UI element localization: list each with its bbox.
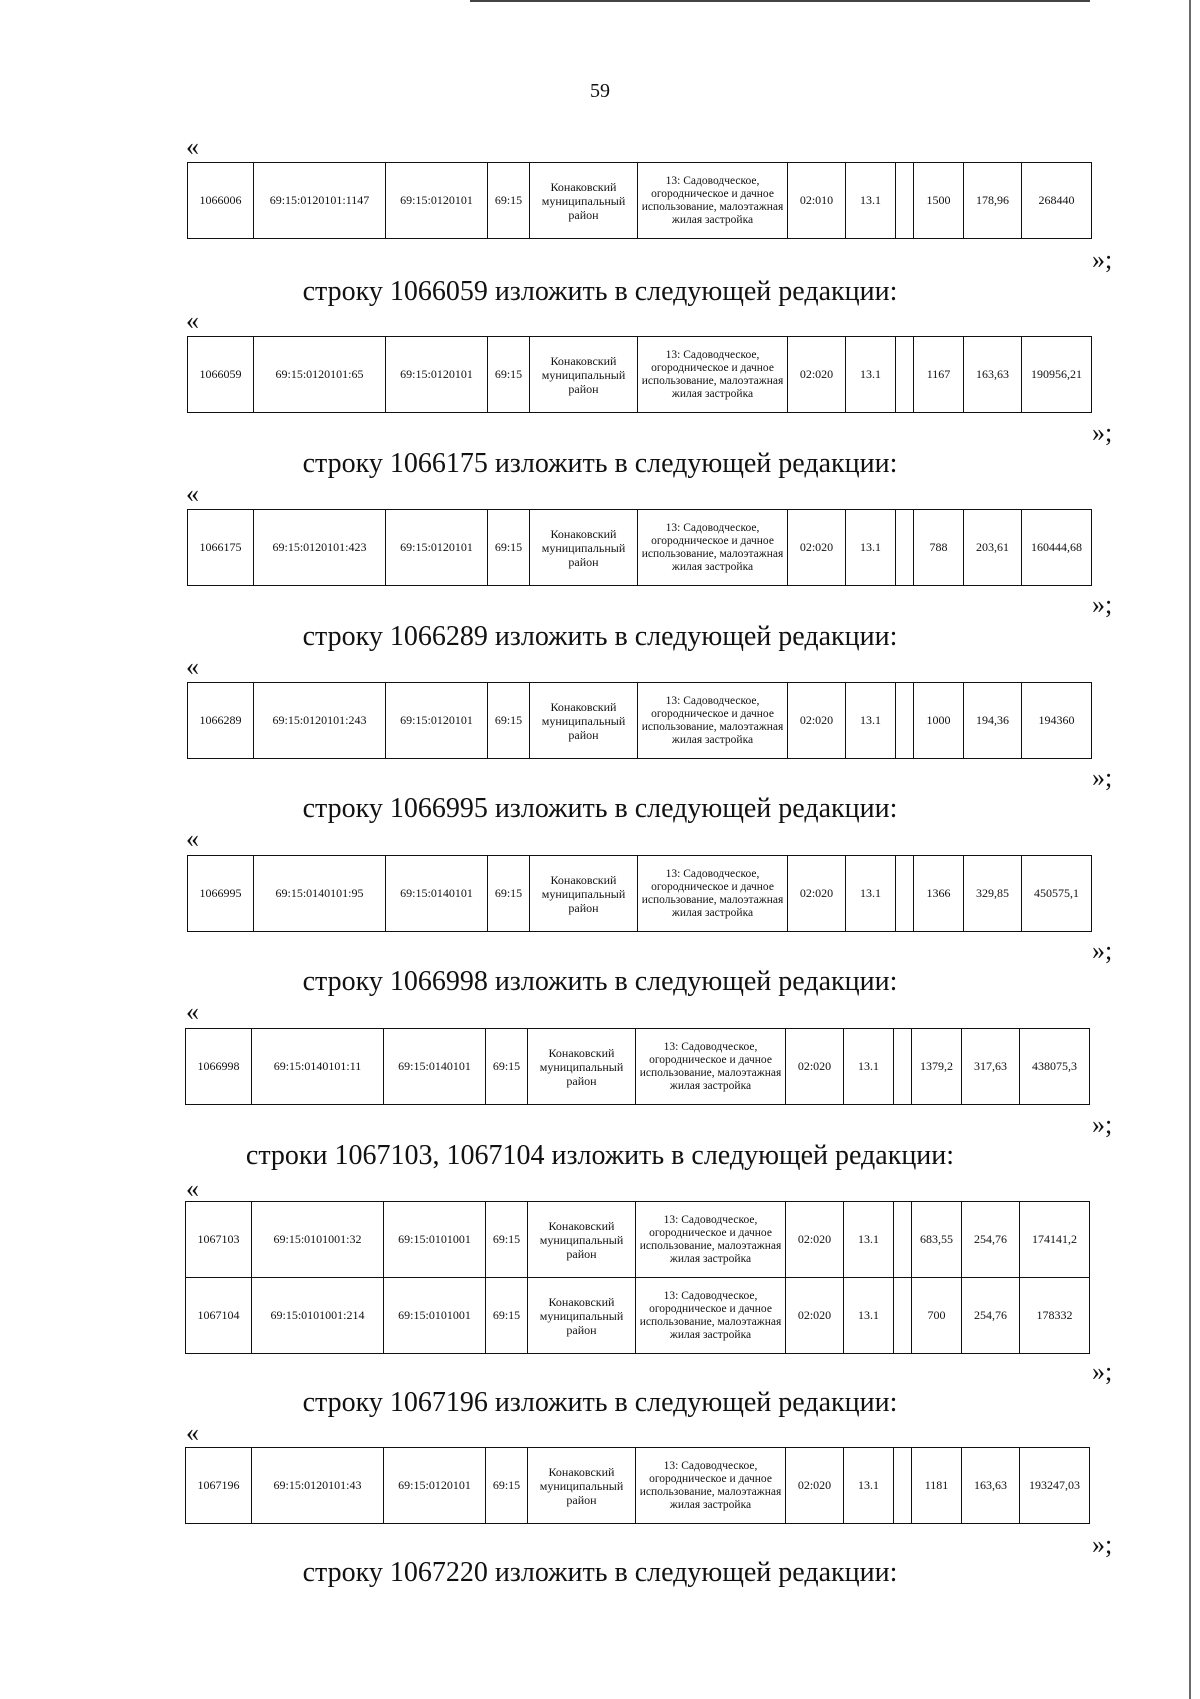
- municipality-cell: Конаковский муниципальный район: [530, 683, 638, 759]
- municipality-cell: Конаковский муниципальный район: [528, 1029, 636, 1105]
- cadastral-number-cell: 69:15:0101001:214: [252, 1278, 384, 1354]
- cadastral-district-cell: 69:15: [486, 1448, 528, 1524]
- row-id-cell: 1066289: [188, 683, 254, 759]
- code-cell: 02:020: [786, 1278, 844, 1354]
- section-heading: строку 1067196 изложить в следующей редакции:: [302, 1387, 898, 1418]
- municipality-cell: Конаковский муниципальный район: [528, 1448, 636, 1524]
- cadastral-district-cell: 69:15: [488, 337, 530, 413]
- closing-quote: »;: [1092, 418, 1113, 447]
- row-id-cell: 1067103: [186, 1202, 252, 1278]
- table-row: [188, 510, 1092, 586]
- table-row: [186, 1202, 1090, 1278]
- land-use-cell: 13: Садоводческое, огородническое и дачное использование, малоэтажная жилая застройка: [638, 683, 788, 759]
- specific-value-cell: 178,96: [964, 163, 1022, 239]
- group-cell: 13.1: [846, 856, 896, 932]
- cadastral-value-cell: 450575,1: [1022, 856, 1092, 932]
- page-number: 59: [590, 80, 610, 102]
- area-cell: 1000: [914, 683, 964, 759]
- empty-cell: [896, 337, 914, 413]
- land-use-cell: 13: Садоводческое, огородническое и дачное использование, малоэтажная жилая застройка: [636, 1448, 786, 1524]
- code-cell: 02:010: [788, 163, 846, 239]
- closing-quote: »;: [1092, 245, 1113, 274]
- cadastral-district-cell: 69:15: [488, 683, 530, 759]
- area-cell: 1181: [912, 1448, 962, 1524]
- cadastral-block-cell: 69:15:0120101: [386, 683, 488, 759]
- cadastral-block-cell: 69:15:0140101: [386, 856, 488, 932]
- area-cell: 1379,2: [912, 1029, 962, 1105]
- cadastral-value-cell: 178332: [1020, 1278, 1090, 1354]
- cadastral-table: [185, 1447, 1090, 1524]
- area-cell: 1366: [914, 856, 964, 932]
- group-cell: 13.1: [846, 683, 896, 759]
- area-cell: 1500: [914, 163, 964, 239]
- land-use-cell: 13: Садоводческое, огородническое и дачное использование, малоэтажная жилая застройка: [636, 1278, 786, 1354]
- land-use-cell: 13: Садоводческое, огородническое и дачное использование, малоэтажная жилая застройка: [638, 163, 788, 239]
- specific-value-cell: 317,63: [962, 1029, 1020, 1105]
- cadastral-table: [187, 509, 1092, 586]
- cadastral-value-cell: 160444,68: [1022, 510, 1092, 586]
- section-heading: строку 1067220 изложить в следующей редакции:: [302, 1557, 898, 1588]
- code-cell: 02:020: [786, 1029, 844, 1105]
- municipality-cell: Конаковский муниципальный район: [530, 856, 638, 932]
- cadastral-number-cell: 69:15:0101001:32: [252, 1202, 384, 1278]
- empty-cell: [894, 1278, 912, 1354]
- empty-cell: [896, 683, 914, 759]
- scan-edge-top: [470, 0, 1090, 2]
- table-row: [188, 163, 1092, 239]
- closing-quote: »;: [1092, 1357, 1113, 1386]
- cadastral-district-cell: 69:15: [486, 1202, 528, 1278]
- area-cell: 788: [914, 510, 964, 586]
- code-cell: 02:020: [788, 683, 846, 759]
- group-cell: 13.1: [846, 510, 896, 586]
- section-heading: строку 1066995 изложить в следующей редакции:: [302, 793, 898, 824]
- closing-quote: »;: [1092, 1530, 1113, 1559]
- cadastral-number-cell: 69:15:0120101:243: [254, 683, 386, 759]
- table-row: [188, 856, 1092, 932]
- group-cell: 13.1: [844, 1029, 894, 1105]
- code-cell: 02:020: [786, 1202, 844, 1278]
- code-cell: 02:020: [788, 856, 846, 932]
- municipality-cell: Конаковский муниципальный район: [530, 337, 638, 413]
- specific-value-cell: 254,76: [962, 1202, 1020, 1278]
- cadastral-table: [187, 855, 1092, 932]
- closing-quote: »;: [1092, 1110, 1113, 1139]
- cadastral-district-cell: 69:15: [488, 163, 530, 239]
- cadastral-district-cell: 69:15: [486, 1029, 528, 1105]
- specific-value-cell: 203,61: [964, 510, 1022, 586]
- municipality-cell: Конаковский муниципальный район: [530, 510, 638, 586]
- cadastral-value-cell: 174141,2: [1020, 1202, 1090, 1278]
- specific-value-cell: 163,63: [964, 337, 1022, 413]
- area-cell: 683,55: [912, 1202, 962, 1278]
- table-row: [186, 1278, 1090, 1354]
- row-id-cell: 1066175: [188, 510, 254, 586]
- cadastral-number-cell: 69:15:0120101:65: [254, 337, 386, 413]
- group-cell: 13.1: [844, 1202, 894, 1278]
- cadastral-number-cell: 69:15:0120101:43: [252, 1448, 384, 1524]
- land-use-cell: 13: Садоводческое, огородническое и дачное использование, малоэтажная жилая застройка: [638, 510, 788, 586]
- cadastral-block-cell: 69:15:0120101: [384, 1448, 486, 1524]
- cadastral-number-cell: 69:15:0140101:11: [252, 1029, 384, 1105]
- section-heading: строку 1066175 изложить в следующей редакции:: [302, 448, 898, 479]
- row-id-cell: 1067196: [186, 1448, 252, 1524]
- opening-quote: «: [186, 1174, 199, 1203]
- code-cell: 02:020: [788, 510, 846, 586]
- cadastral-value-cell: 438075,3: [1020, 1029, 1090, 1105]
- cadastral-block-cell: 69:15:0120101: [386, 163, 488, 239]
- empty-cell: [896, 510, 914, 586]
- area-cell: 1167: [914, 337, 964, 413]
- cadastral-number-cell: 69:15:0120101:423: [254, 510, 386, 586]
- opening-quote: «: [186, 132, 199, 161]
- empty-cell: [894, 1202, 912, 1278]
- scan-edge-right: [1189, 0, 1191, 1699]
- cadastral-table: [187, 682, 1092, 759]
- municipality-cell: Конаковский муниципальный район: [528, 1278, 636, 1354]
- cadastral-number-cell: 69:15:0120101:1147: [254, 163, 386, 239]
- table-row: [188, 683, 1092, 759]
- cadastral-block-cell: 69:15:0120101: [386, 510, 488, 586]
- closing-quote: »;: [1092, 763, 1113, 792]
- land-use-cell: 13: Садоводческое, огородническое и дачное использование, малоэтажная жилая застройка: [636, 1202, 786, 1278]
- cadastral-value-cell: 190956,21: [1022, 337, 1092, 413]
- cadastral-table: [185, 1201, 1090, 1354]
- section-heading: строку 1066998 изложить в следующей редакции:: [302, 966, 898, 997]
- land-use-cell: 13: Садоводческое, огородническое и дачное использование, малоэтажная жилая застройка: [636, 1029, 786, 1105]
- cadastral-table: [187, 336, 1092, 413]
- row-id-cell: 1066006: [188, 163, 254, 239]
- section-heading: строки 1067103, 1067104 изложить в следующей редакции:: [245, 1140, 955, 1171]
- cadastral-block-cell: 69:15:0101001: [384, 1202, 486, 1278]
- cadastral-district-cell: 69:15: [486, 1278, 528, 1354]
- group-cell: 13.1: [846, 163, 896, 239]
- cadastral-block-cell: 69:15:0101001: [384, 1278, 486, 1354]
- empty-cell: [896, 163, 914, 239]
- opening-quote: «: [186, 824, 199, 853]
- cadastral-block-cell: 69:15:0120101: [386, 337, 488, 413]
- row-id-cell: 1066998: [186, 1029, 252, 1105]
- row-id-cell: 1066059: [188, 337, 254, 413]
- specific-value-cell: 163,63: [962, 1448, 1020, 1524]
- empty-cell: [894, 1029, 912, 1105]
- row-id-cell: 1066995: [188, 856, 254, 932]
- municipality-cell: Конаковский муниципальный район: [528, 1202, 636, 1278]
- table-row: [188, 337, 1092, 413]
- opening-quote: «: [186, 1418, 199, 1447]
- closing-quote: »;: [1092, 590, 1113, 619]
- specific-value-cell: 254,76: [962, 1278, 1020, 1354]
- closing-quote: »;: [1092, 936, 1113, 965]
- opening-quote: «: [186, 306, 199, 335]
- empty-cell: [894, 1448, 912, 1524]
- code-cell: 02:020: [788, 337, 846, 413]
- cadastral-district-cell: 69:15: [488, 510, 530, 586]
- area-cell: 700: [912, 1278, 962, 1354]
- cadastral-table: [187, 162, 1092, 239]
- land-use-cell: 13: Садоводческое, огородническое и дачное использование, малоэтажная жилая застройка: [638, 856, 788, 932]
- cadastral-value-cell: 194360: [1022, 683, 1092, 759]
- municipality-cell: Конаковский муниципальный район: [530, 163, 638, 239]
- row-id-cell: 1067104: [186, 1278, 252, 1354]
- cadastral-number-cell: 69:15:0140101:95: [254, 856, 386, 932]
- specific-value-cell: 329,85: [964, 856, 1022, 932]
- group-cell: 13.1: [844, 1448, 894, 1524]
- cadastral-table: [185, 1028, 1090, 1105]
- cadastral-block-cell: 69:15:0140101: [384, 1029, 486, 1105]
- opening-quote: «: [186, 479, 199, 508]
- cadastral-value-cell: 268440: [1022, 163, 1092, 239]
- opening-quote: «: [186, 997, 199, 1026]
- group-cell: 13.1: [846, 337, 896, 413]
- section-heading: строку 1066289 изложить в следующей редакции:: [302, 621, 898, 652]
- land-use-cell: 13: Садоводческое, огородническое и дачное использование, малоэтажная жилая застройка: [638, 337, 788, 413]
- code-cell: 02:020: [786, 1448, 844, 1524]
- group-cell: 13.1: [844, 1278, 894, 1354]
- empty-cell: [896, 856, 914, 932]
- specific-value-cell: 194,36: [964, 683, 1022, 759]
- section-heading: строку 1066059 изложить в следующей редакции:: [302, 276, 898, 307]
- table-row: [186, 1448, 1090, 1524]
- cadastral-district-cell: 69:15: [488, 856, 530, 932]
- table-row: [186, 1029, 1090, 1105]
- cadastral-value-cell: 193247,03: [1020, 1448, 1090, 1524]
- opening-quote: «: [186, 652, 199, 681]
